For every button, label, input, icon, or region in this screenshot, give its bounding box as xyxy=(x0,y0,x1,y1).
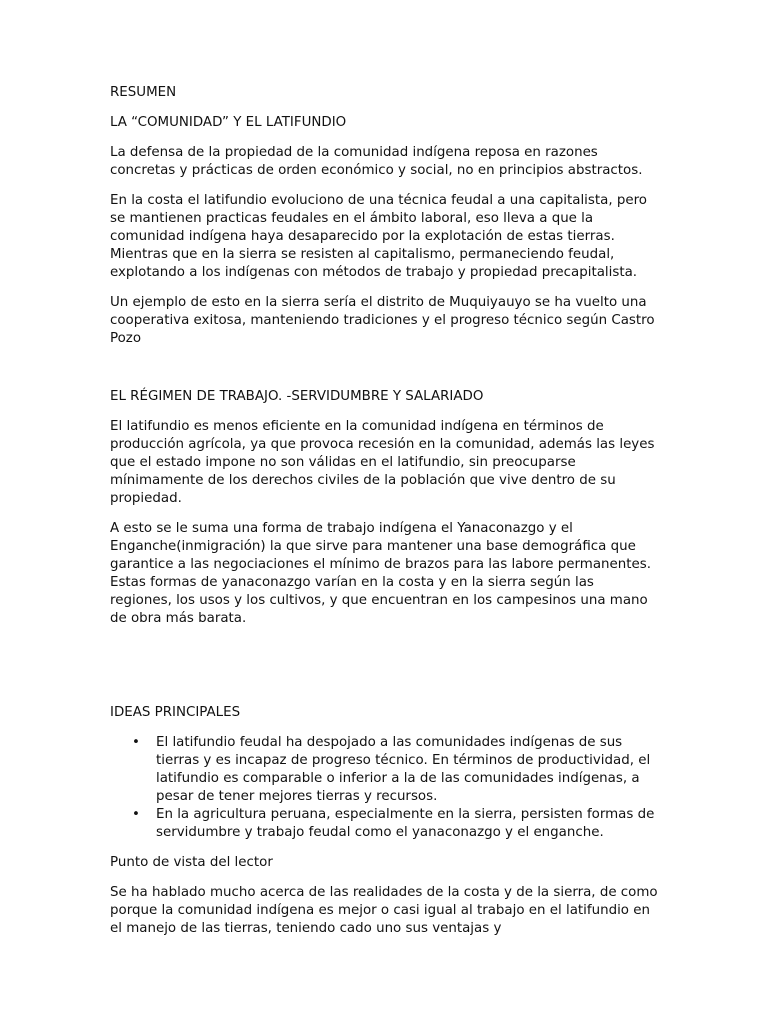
paragraph: Un ejemplo de esto en la sierra sería el distrito de Muquiyauyo se ha vuelto una cooperativa exitosa, manteniendo tradiciones y el progreso técnico según Castro Pozo xyxy=(110,295,655,346)
document-page xyxy=(110,84,658,950)
bullet-icon: • xyxy=(132,735,140,750)
list-item-text: El latifundio feudal ha despojado a las comunidades indígenas de sus tierras y es incapaz de progreso técnico. En términos de productividad, el latifundio es comparable o inferior a la de las comunidades indígenas, a pesar de tener mejores tierras y recursos. xyxy=(156,735,651,804)
section-heading-ideas: IDEAS PRINCIPALES xyxy=(110,705,241,720)
document-title: RESUMEN xyxy=(110,85,177,100)
list-item xyxy=(132,806,658,842)
paragraph: A esto se le suma una forma de trabajo indígena el Yanaconazgo y el Enganche(inmigración) la que sirve para mantener una base demográfica que garantice a las negociaciones el mínimo de brazos para las labore permanentes. Estas formas de yanaconazgo varían en la costa y en la sierra según las regiones, los usos y los cultivos, y que encuentran en los campesinos una mano de obra más barata. xyxy=(110,521,651,626)
paragraph: El latifundio es menos eficiente en la comunidad indígena en términos de producción agrícola, ya que provoca recesión en la comunidad, además las leyes que el estado impone no son válidas en el latifundio, sin preocuparse mínimamente de los derechos civiles de la población que vive dentro de su propiedad. xyxy=(110,419,655,506)
section-heading-punto-de-vista: Punto de vista del lector xyxy=(110,855,273,870)
list-item-text: En la agricultura peruana, especialmente en la sierra, persisten formas de servidumbre y trabajo feudal como el yanaconazgo y el enganche. xyxy=(156,807,655,840)
paragraph: Se ha hablado mucho acerca de las realidades de la costa y de la sierra, de como porque la comunidad indígena es mejor o casi igual al trabajo en el latifundio en el manejo de las tierras, teniendo cado uno sus ventajas y xyxy=(110,885,658,936)
ideas-list xyxy=(110,734,658,842)
paragraph: La defensa de la propiedad de la comunidad indígena reposa en razones concretas y prácticas de orden económico y social, no en principios abstractos. xyxy=(110,145,643,178)
list-item xyxy=(132,734,658,806)
bullet-icon: • xyxy=(132,807,140,822)
section-heading-comunidad: LA “COMUNIDAD” Y EL LATIFUNDIO xyxy=(110,115,347,130)
section-heading-regimen: EL RÉGIMEN DE TRABAJO. -SERVIDUMBRE Y SALARIADO xyxy=(110,389,484,404)
paragraph: En la costa el latifundio evoluciono de una técnica feudal a una capitalista, pero se mantienen practicas feudales en el ámbito laboral, eso lleva a que la comunidad indígena haya desaparecido por la explotación de estas tierras. Mientras que en la sierra se resisten al capitalismo, permaneciendo feudal, explotando a los indígenas con métodos de trabajo y propiedad precapitalista. xyxy=(110,193,647,280)
